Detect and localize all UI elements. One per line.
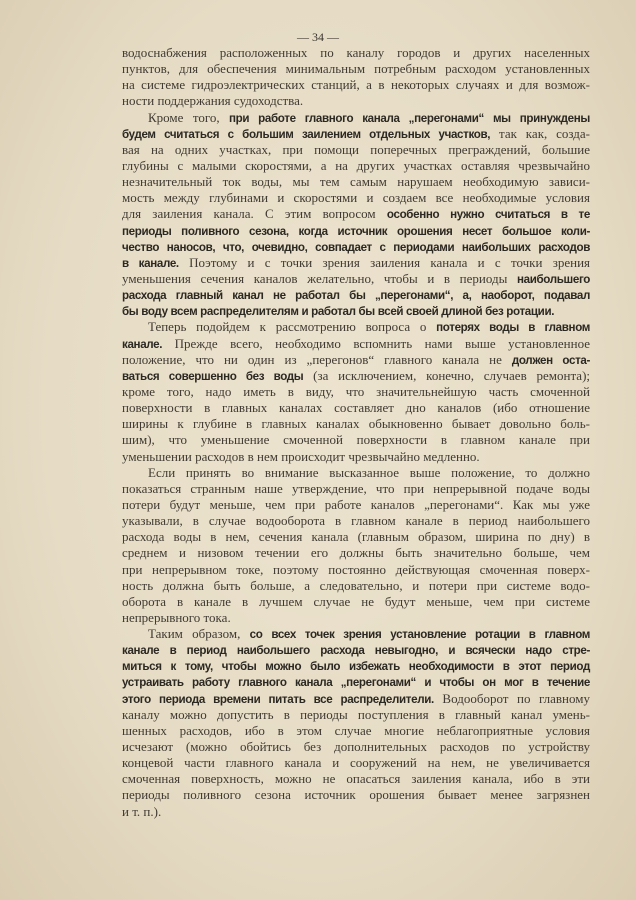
bold-text-run: устраивать работу главного канала „перегонами“ и чтобы он мог в течение (122, 676, 590, 690)
text-line (122, 319, 590, 335)
text-line (122, 626, 590, 642)
text-run: ность должна быть больше, а следовательно, и потери при системе водо- (122, 577, 590, 593)
text-line (122, 513, 590, 529)
text-run: Теперь подойдем к рассмотрению вопроса о (148, 319, 437, 335)
text-run: Прежде всего, необходимо вспомнить нами выше установленное (162, 335, 590, 351)
text-line (122, 61, 590, 77)
text-run: уменьшении расходов в нем происходит чрезвычайно медленно. (122, 448, 480, 464)
text-line (122, 336, 590, 352)
text-run: глубины с малыми скоростями, а на других участках оставляя чрезвычайно (122, 157, 590, 173)
text-line (122, 190, 590, 206)
bold-text-run: должен оста- (511, 353, 591, 367)
text-run: исчезают (можно обойтись без дополнительных расходов по устройству (122, 739, 590, 755)
text-run: уменьшения сечения каналов желательно, чтобы и в периоды (122, 270, 517, 286)
text-line (122, 368, 590, 384)
text-run: шим), что уменьшение смоченной поверхности в главном канале при (122, 432, 590, 448)
text-run: положение, что ни один из „перегонов“ главного канала не (122, 351, 512, 367)
text-line (122, 400, 590, 416)
text-run: среднем и низовом течении его должны быть значительно больше, чем (122, 545, 590, 561)
text-run: кроме того, надо иметь в виду, что значительнейшую часть смоченной (122, 383, 590, 399)
text-line (122, 416, 590, 432)
bold-text-run: бы воду всем распределителям и работал бы всей своей длиной без ротации. (122, 305, 555, 319)
text-run: ширины к глубине в главных каналах обыкновенно бывает довольно боль- (122, 416, 590, 432)
bold-text-run: потерях воды в главном (436, 321, 590, 335)
text-line (122, 432, 590, 448)
text-run: Поэтому и с точки зрения заиления канала и с точки зрения (178, 254, 590, 270)
text-line (122, 142, 590, 158)
bold-text-run: канале в период наибольшего расхода невыгодно, и всячески надо стре- (122, 644, 590, 658)
text-line (122, 723, 590, 739)
text-line (122, 255, 590, 271)
text-run: так как, созда- (490, 125, 590, 141)
text-run: Таким образом, (148, 626, 250, 642)
text-run: Водооборот по главному (433, 690, 590, 706)
text-run: для заиления канала. С этим вопросом (122, 206, 387, 222)
text-line (122, 449, 590, 465)
text-line (122, 174, 590, 190)
text-line (122, 158, 590, 174)
text-run: периоды поливного сезона источник орошения бывает менее загрязнен (122, 787, 590, 803)
text-run: ности поддержания судоходства. (122, 93, 304, 109)
text-run: пунктов, для обеспечения минимальным потребным расходом установленных (122, 61, 590, 77)
bold-text-run: наибольшего (516, 272, 590, 286)
text-line (122, 771, 590, 787)
text-line (122, 352, 590, 368)
text-run: при непрерывном токе, поэтому постоянно действующая смоченная поверх- (122, 561, 590, 577)
text-line (122, 206, 590, 222)
text-line (122, 303, 590, 319)
page-number: — 34 — (297, 30, 339, 44)
bold-text-run: расхода главный канал не работал бы „перегонами“, а, наоборот, подавал (122, 289, 590, 303)
text-line (122, 545, 590, 561)
bold-text-run: ваться совершенно без воды (122, 369, 304, 383)
text-run: показаться странным наше утверждение, что при непрерывной подаче воды (122, 480, 590, 496)
text-run: вая на одних участках, при помощи поперечных преграждений, большие (122, 141, 590, 157)
text-run: расхода воды в нем, сечения канала (главным образом, ширина по дну) в (122, 529, 590, 545)
text-line (122, 755, 590, 771)
text-run: концевой части главного канала и сооружений на нем, не увеличивается (122, 755, 590, 771)
text-run: шенных расходов, ибо в этом случае многие неблагоприятные условия (122, 722, 590, 738)
text-line (122, 239, 590, 255)
bold-text-run: миться к тому, чтобы можно было избежать необходимости в этот период (122, 660, 590, 674)
bold-text-run: этого периода времени питать все распределители. (122, 692, 434, 706)
text-line (122, 562, 590, 578)
text-run: на системе гидроэлектрических станций, а в некоторых случаях и для возмож- (122, 77, 590, 93)
text-line (122, 45, 590, 61)
bold-text-run: со всех точек зрения установление ротации в главном (249, 628, 591, 642)
text-line (122, 126, 590, 142)
text-line (122, 271, 590, 287)
text-line (122, 529, 590, 545)
text-line (122, 481, 590, 497)
text-line (122, 804, 590, 820)
text-run: смоченная поверхность, можно не опасаться заиления канала, ибо в эти (122, 771, 590, 787)
text-line (122, 77, 590, 93)
text-line (122, 578, 590, 594)
text-line (122, 674, 590, 690)
text-run: потери будут меньше, чем при работе каналов „перегонами“. Как мы уже (122, 496, 590, 512)
text-run: водоснабжения расположенных по каналу городов и других населенных (122, 45, 590, 60)
text-run: незначительный ток воды, мы тем самым нарушаем необходимую зависи- (122, 174, 590, 190)
text-line (122, 739, 590, 755)
text-line (122, 465, 590, 481)
text-line (122, 384, 590, 400)
bold-text-run: периоды поливного сезона, когда источник орошения несет большое коли- (122, 224, 590, 238)
bold-text-run: канале. (122, 337, 163, 351)
text-run: и т. п.). (122, 803, 162, 819)
text-line (122, 658, 590, 674)
text-run: каналу можно допустить в периоды поступления в главный канал умень- (122, 706, 590, 722)
text-run: Если принять во внимание высказанное выше положение, то должно (148, 464, 590, 480)
bold-text-run: особенно нужно считаться в те (386, 208, 590, 222)
text-run: указывали, в случае водооборота в главном канале в период наибольшего (122, 513, 590, 529)
text-run: (за исключением, конечно, случаев ремонта); (303, 367, 591, 383)
bold-text-run: в канале. (122, 256, 179, 270)
text-line (122, 287, 590, 303)
bold-text-run: будем считаться с большим заилением отдельных участков, (122, 127, 491, 141)
text-line (122, 787, 590, 803)
text-run: поверхности в главных каналах составляет дно каналов (ибо отношение (122, 400, 590, 416)
text-run: мость между глубинами и скоростями и создаем все необходимые условия (122, 190, 590, 206)
text-run: Кроме того, (148, 109, 229, 125)
text-run: оборота в канале в лучшем случае не будут меньше, чем при системе (122, 593, 590, 609)
text-line (122, 610, 590, 626)
text-line (122, 594, 590, 610)
text-line (122, 707, 590, 723)
text-line (122, 691, 590, 707)
text-run: непрерывного тока. (122, 609, 231, 625)
bold-text-run: при работе главного канала „перегонами“ мы принуждены (228, 111, 590, 125)
text-line (122, 223, 590, 239)
body-text (122, 45, 590, 820)
text-line (122, 642, 590, 658)
text-line (122, 93, 590, 109)
text-line (122, 497, 590, 513)
text-line (122, 110, 590, 126)
bold-text-run: чество наносов, что, очевидно, совпадает с периодами наибольших расходов (122, 240, 590, 254)
